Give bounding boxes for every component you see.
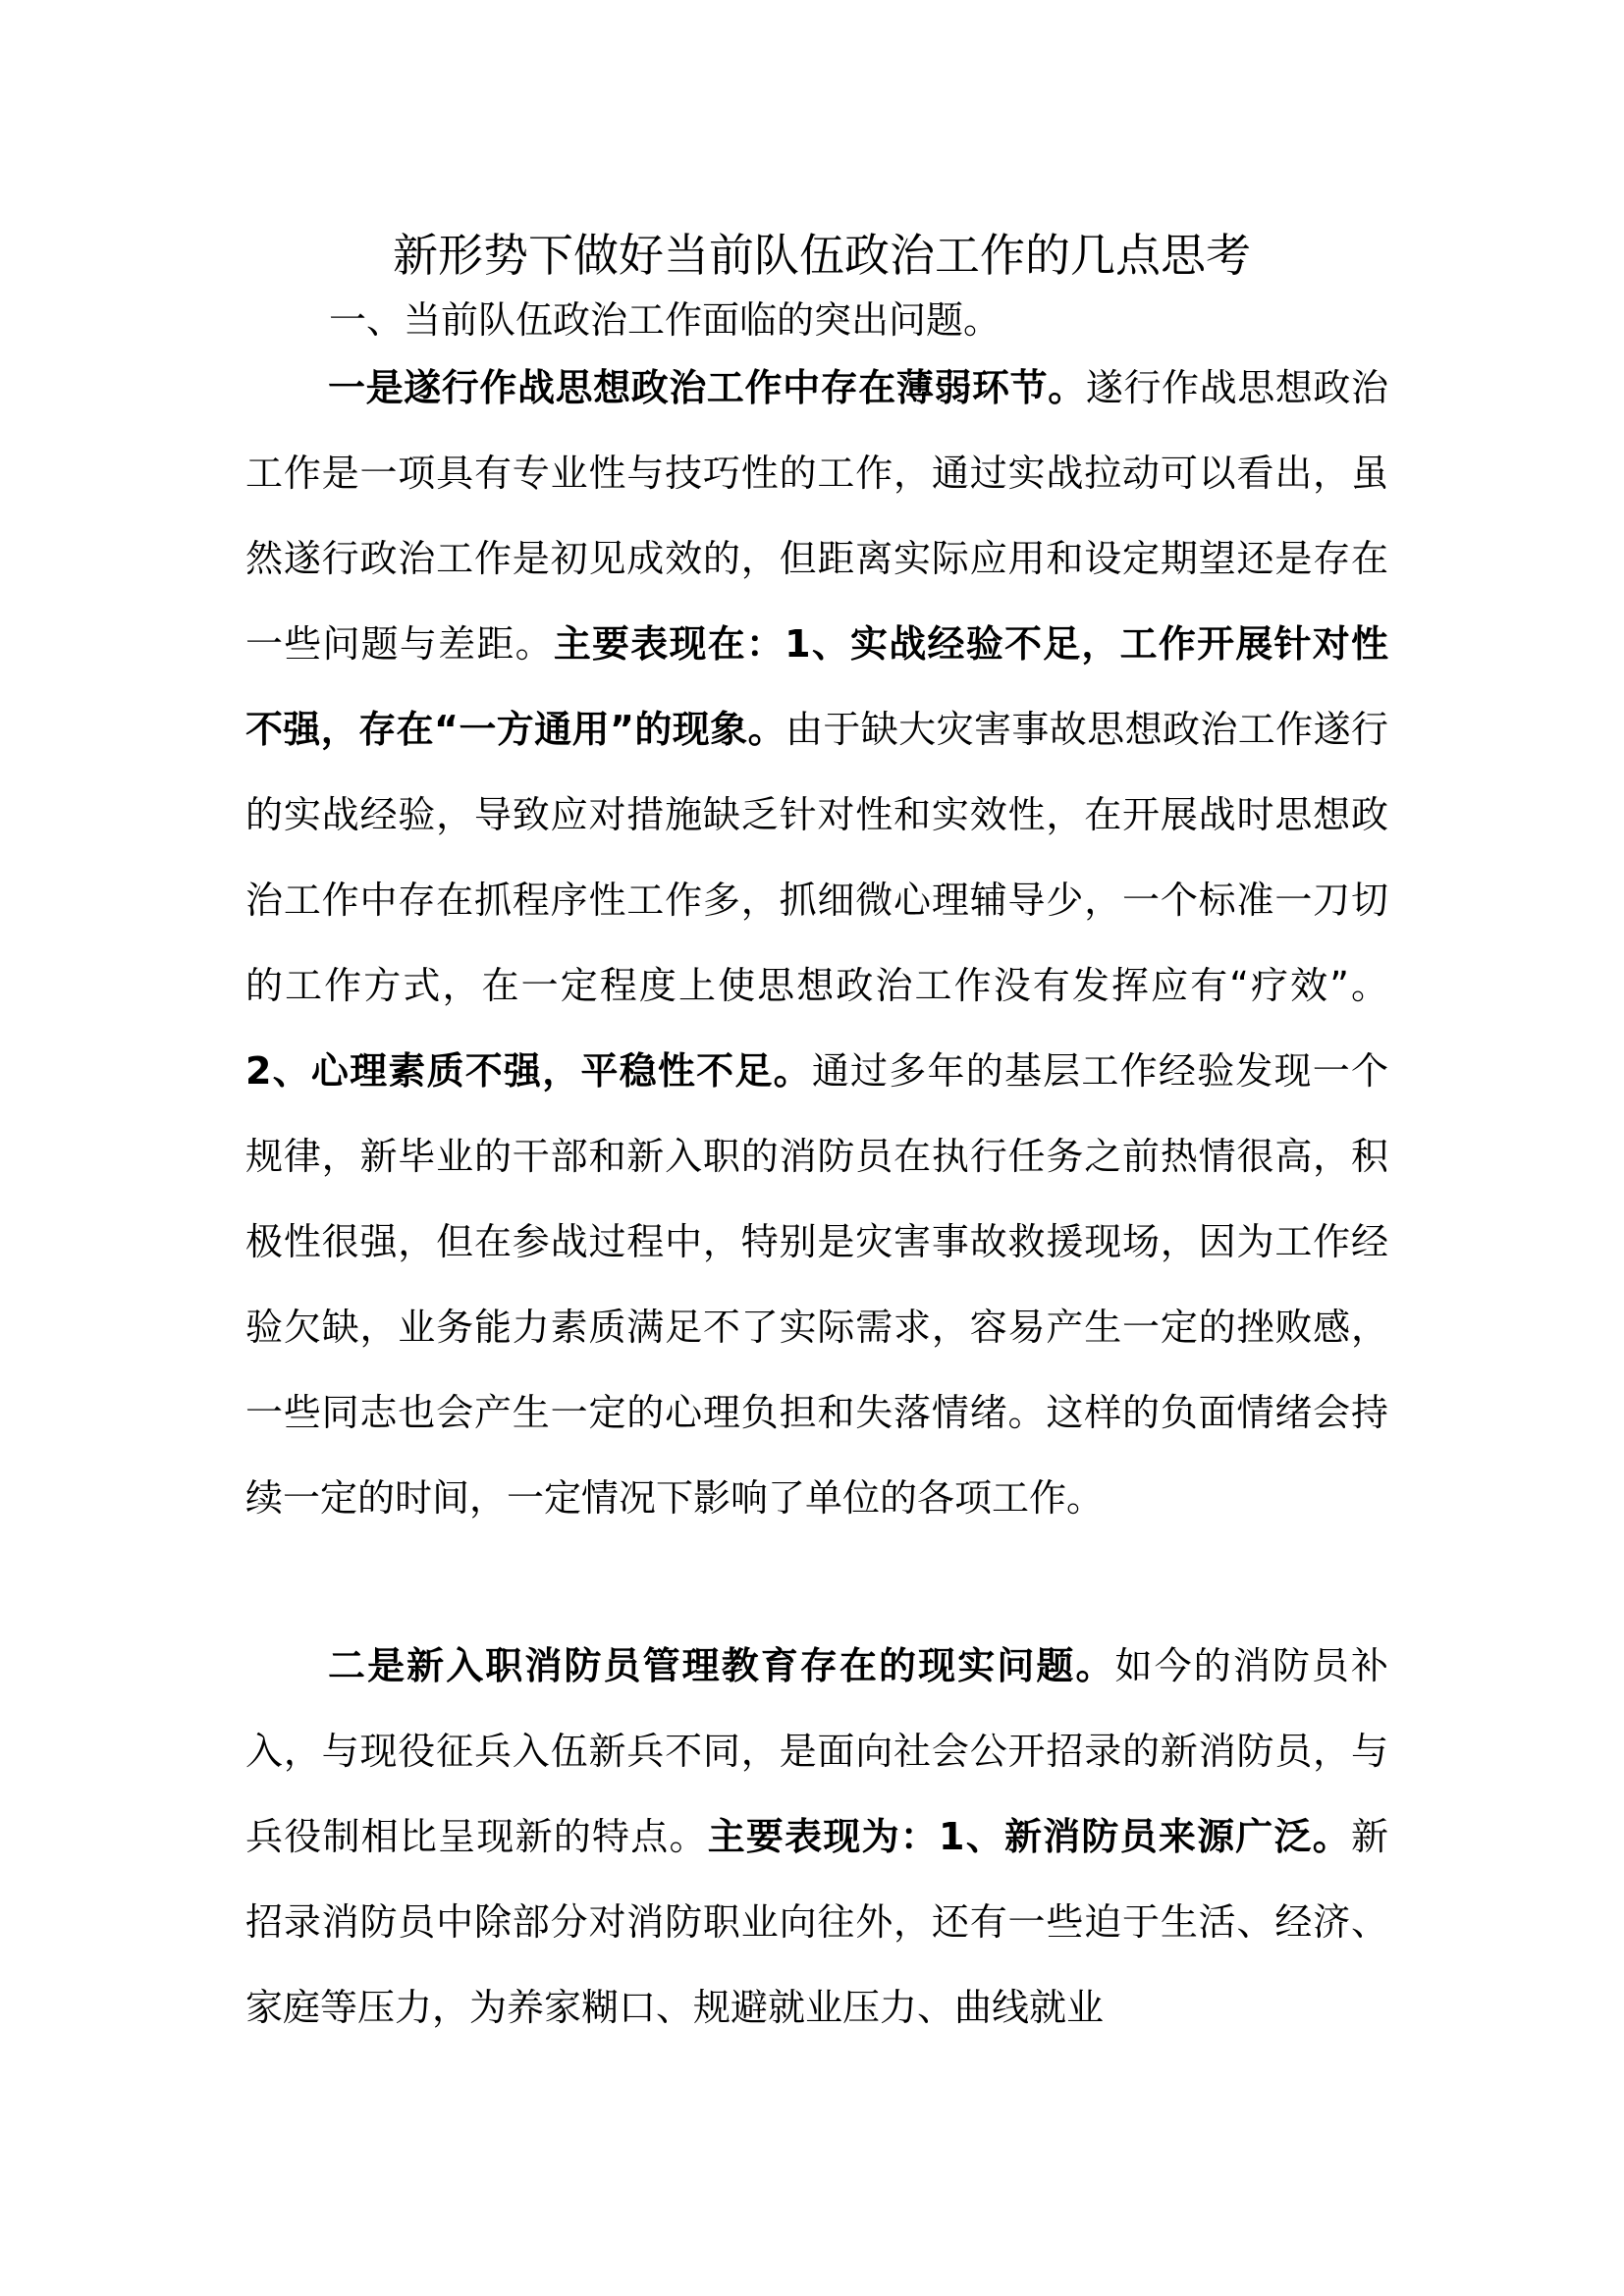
paragraph-1-lead: 一是遂行作战思想政治工作中存在薄弱环节。 (328, 366, 1086, 409)
paragraph-2-text-2: 新招录消防员中除部分对消防职业向往外，还有一些迫于生活、经济、家庭等压力，为养家糊口、规避就业压力、曲线就业 (245, 1815, 1388, 2029)
paragraph-1-text-1: 遂行作战思想政治工作是一项具有专业性与技巧性的工作，通过实战拉动可以看出，虽然遂行政治工作是初见成效的，但距离实际应用和设定期望还是存在一些问题与差距。 (245, 366, 1388, 666)
paragraph-1-text-3: 通过多年的基层工作经验发现一个规律，新毕业的干部和新入职的消防员在执行任务之前热情很高，积极性很强，但在参战过程中，特别是灾害事故救援现场，因为工作经验欠缺，业务能力素质满足不了实际需求，容易产生一定的挫败感，一些同志也会产生一定的心理负担和失落情绪。这样的负面情绪会持续一定的时间，一定情况下影响了单位的各项工作。 (245, 1049, 1388, 1520)
paragraph-2-text-1: 如今的消防员补入，与现役征兵入伍新兵不同，是面向社会公开招录的新消防员，与兵役制相比呈现新的特点。 (245, 1644, 1388, 1858)
paragraph-2 (245, 1624, 1388, 2051)
paragraph-2-bold-2: 主要表现为：1、新消防员来源广泛。 (707, 1815, 1351, 1858)
paragraph-1-text-2: 由于缺大灾害事故思想政治工作遂行的实战经验，导致应对措施缺乏针对性和实效性，在开展战时思想政治工作中存在抓程序性工作多，抓细微心理辅导少，一个标准一刀切的工作方式，在一定程度上使思想政治工作没有发挥应有“疗效”。 (245, 708, 1388, 1007)
paragraph-1-bold-2: 主要表现在：1、实战经验不足，工作开展针对性不强，存在“一方通用”的现象。 (245, 622, 1388, 751)
paragraph-2-lead: 二是新入职消防员管理教育存在的现实问题。 (328, 1644, 1115, 1687)
paragraph-1-bold-3: 2、心理素质不强，平稳性不足。 (245, 1049, 812, 1093)
section-heading: 一、当前队伍政治工作面临的突出问题。 (329, 298, 1001, 342)
paragraph-1 (245, 346, 1388, 1541)
document-title: 新形势下做好当前队伍政治工作的几点思考 (393, 229, 1251, 282)
